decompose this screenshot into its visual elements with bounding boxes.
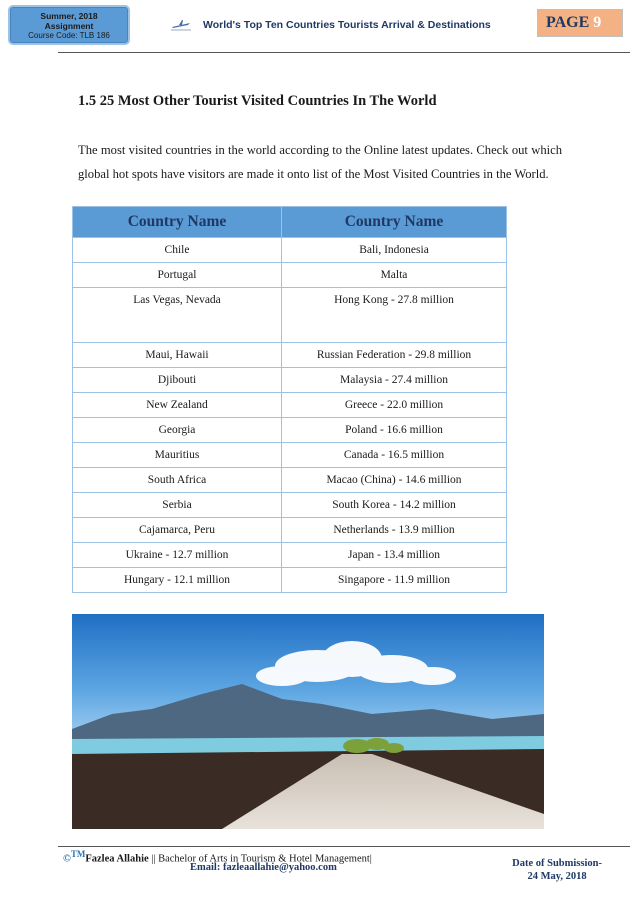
table-cell: Maui, Hawaii: [73, 343, 282, 368]
table-row: [73, 543, 507, 568]
table-cell: Macao (China) - 14.6 million: [282, 468, 507, 493]
table-row: [73, 518, 507, 543]
intro-paragraph: The most visited countries in the world according to the Online latest updates. Check out which global hot spots have visitors are made it onto list of the Most Visited Countries in the World.: [78, 143, 562, 181]
table-cell: Canada - 16.5 million: [282, 443, 507, 468]
table-cell: Poland - 16.6 million: [282, 418, 507, 443]
table-cell: Hong Kong - 27.8 million: [282, 288, 507, 343]
table-cell: Japan - 13.4 million: [282, 543, 507, 568]
table-cell: Djibouti: [73, 368, 282, 393]
page-label: PAGE: [546, 14, 594, 31]
table-cell: Cajamarca, Peru: [73, 518, 282, 543]
footer-email: Email: fazleaallahie@yahoo.com: [190, 862, 337, 873]
author-name: Fazlea Allahie: [85, 853, 149, 865]
table-cell: Chile: [73, 238, 282, 263]
header-title: World's Top Ten Countries Tourists Arrival & Destinations: [203, 19, 491, 31]
badge-season: Summer, 2018: [40, 11, 98, 21]
submission-date: [512, 857, 602, 883]
table-cell: Serbia: [73, 493, 282, 518]
table-cell: South Africa: [73, 468, 282, 493]
airplane-logo-icon: [170, 18, 192, 32]
table-cell: Hungary - 12.1 million: [73, 568, 282, 593]
header-divider: [58, 52, 630, 53]
table-cell: Singapore - 11.9 million: [282, 568, 507, 593]
table-cell: Mauritius: [73, 443, 282, 468]
table-cell: Malta: [282, 263, 507, 288]
badge-type: Assignment: [44, 21, 94, 31]
table-row: [73, 368, 507, 393]
table-cell: Malaysia - 27.4 million: [282, 368, 507, 393]
table-cell: Bali, Indonesia: [282, 238, 507, 263]
footer-divider: [58, 846, 630, 847]
table-row: [73, 468, 507, 493]
table-row: [73, 443, 507, 468]
table-cell: Las Vegas, Nevada: [73, 288, 282, 343]
table-row: [73, 263, 507, 288]
road-landscape-photo: [72, 614, 544, 829]
date-label: Date of Submission-: [512, 858, 602, 869]
column-header: Country Name: [73, 207, 282, 238]
table-cell: Russian Federation - 29.8 million: [282, 343, 507, 368]
column-header: Country Name: [282, 207, 507, 238]
assignment-badge: [8, 5, 130, 45]
table-row: [73, 418, 507, 443]
program-name: || Bachelor of Arts in Tourism & Hotel Management|: [148, 853, 372, 865]
table-header-row: [73, 207, 507, 238]
countries-table: [72, 206, 507, 593]
table-cell: Netherlands - 13.9 million: [282, 518, 507, 543]
page-number-box: [537, 9, 623, 37]
page-number: 9: [593, 14, 602, 31]
table-row: [73, 568, 507, 593]
section-heading: 1.5 25 Most Other Tourist Visited Countries In The World: [78, 93, 437, 109]
copyright-symbol: ©: [63, 853, 71, 865]
table-cell: Ukraine - 12.7 million: [73, 543, 282, 568]
table-cell: Greece - 22.0 million: [282, 393, 507, 418]
table-row: [73, 343, 507, 368]
table-cell: Portugal: [73, 263, 282, 288]
table-cell: South Korea - 14.2 million: [282, 493, 507, 518]
table-row: [73, 393, 507, 418]
trademark-symbol: TM: [70, 849, 86, 859]
date-value: 24 May, 2018: [527, 871, 587, 882]
badge-course-code: Course Code: TLB 186: [28, 31, 110, 40]
table-cell: Georgia: [73, 418, 282, 443]
table-row: [73, 493, 507, 518]
table-row: [73, 238, 507, 263]
table-row: [73, 288, 507, 343]
table-cell: New Zealand: [73, 393, 282, 418]
